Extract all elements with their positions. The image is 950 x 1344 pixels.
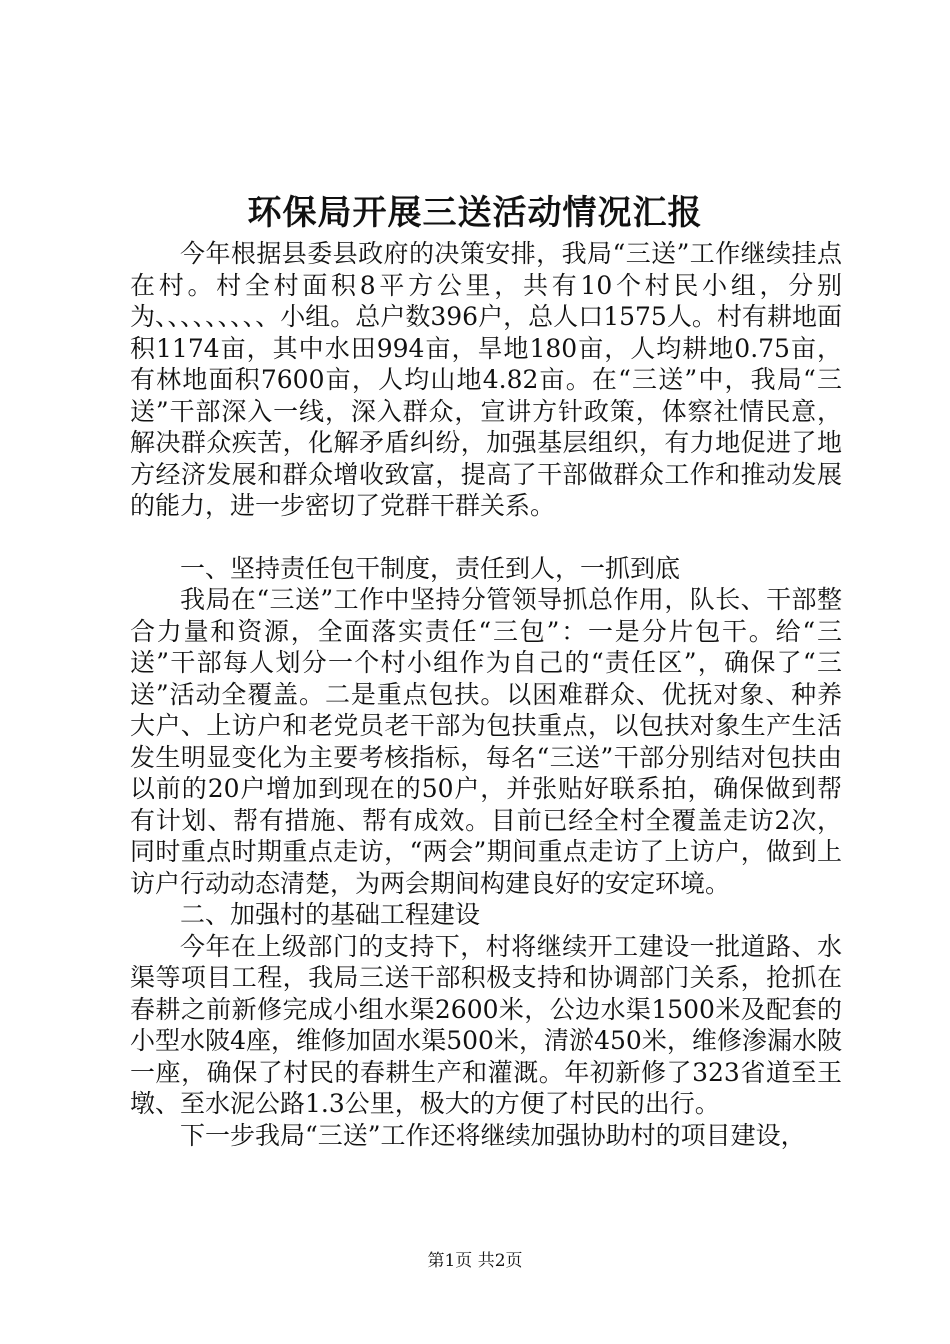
document-body	[130, 238, 842, 1151]
paragraph-section-2: 今年在上级部门的支持下，村将继续开工建设一批道路、水渠等项目工程，我局三送干部积极支持和协调部门关系，抢抓在春耕之前新修完成小组水渠2600米，公边水渠1500米及配套的小型水陂4座，维修加固水渠500米，清淤450米，维修渗漏水陂一座，确保了村民的春耕生产和灌溉。年初新修了323省道至王墩、至水泥公路1.3公里，极大的方便了村民的出行。	[130, 931, 842, 1118]
paragraph-intro: 今年根据县委县政府的决策安排，我局“三送”工作继续挂点在村。村全村面积8平方公里，共有10个村民小组，分别为、、、、、、、、、小组。总户数396户，总人口1575人。村有耕地面积1174亩，其中水田994亩，旱地180亩，人均耕地0.75亩，有林地面积7600亩，人均山地4.82亩。在“三送”中，我局“三送”干部深入一线，深入群众，宣讲方针政策，体察社情民意，解决群众疾苦，化解矛盾纠纷，加强基层组织，有力地促进了地方经济发展和群众增收致富，提高了干部做群众工作和推动发展的能力，进一步密切了党群干群关系。	[130, 239, 842, 520]
document-title: 环保局开展三送活动情况汇报	[247, 193, 703, 233]
section-heading-2: 二、加强村的基础工程建设	[180, 900, 481, 929]
paragraph-next-step: 下一步我局“三送”工作还将继续加强协助村的项目建设，	[180, 1120, 806, 1150]
section-heading-1: 一、坚持责任包干制度，责任到人，一抓到底	[180, 553, 681, 583]
paragraph-section-1: 我局在“三送”工作中坚持分管领导抓总作用，队长、干部整合力量和资源，全面落实责任“三包”：一是分片包干。给“三送”干部每人划分一个村小组作为自己的“责任区”，确保了“三送”活动全覆盖。二是重点包扶。以困难群众、优抚对象、种养大户、上访户和老党员老干部为包扶重点，以包扶对象生产生活发生明显变化为主要考核指标，每名“三送”干部分别结对包扶由以前的20户增加到现在的50户，并张贴好联系拍，确保做到帮有计划、帮有措施、帮有成效。目前已经全村全覆盖走访2次，同时重点时期重点走访，“两会”期间重点走访了上访户，做到上访户行动动态清楚，为两会期间构建良好的安定环境。	[130, 585, 842, 898]
paragraph-spacer	[130, 522, 842, 553]
page-footer: 第1页 共2页	[427, 1251, 523, 1271]
